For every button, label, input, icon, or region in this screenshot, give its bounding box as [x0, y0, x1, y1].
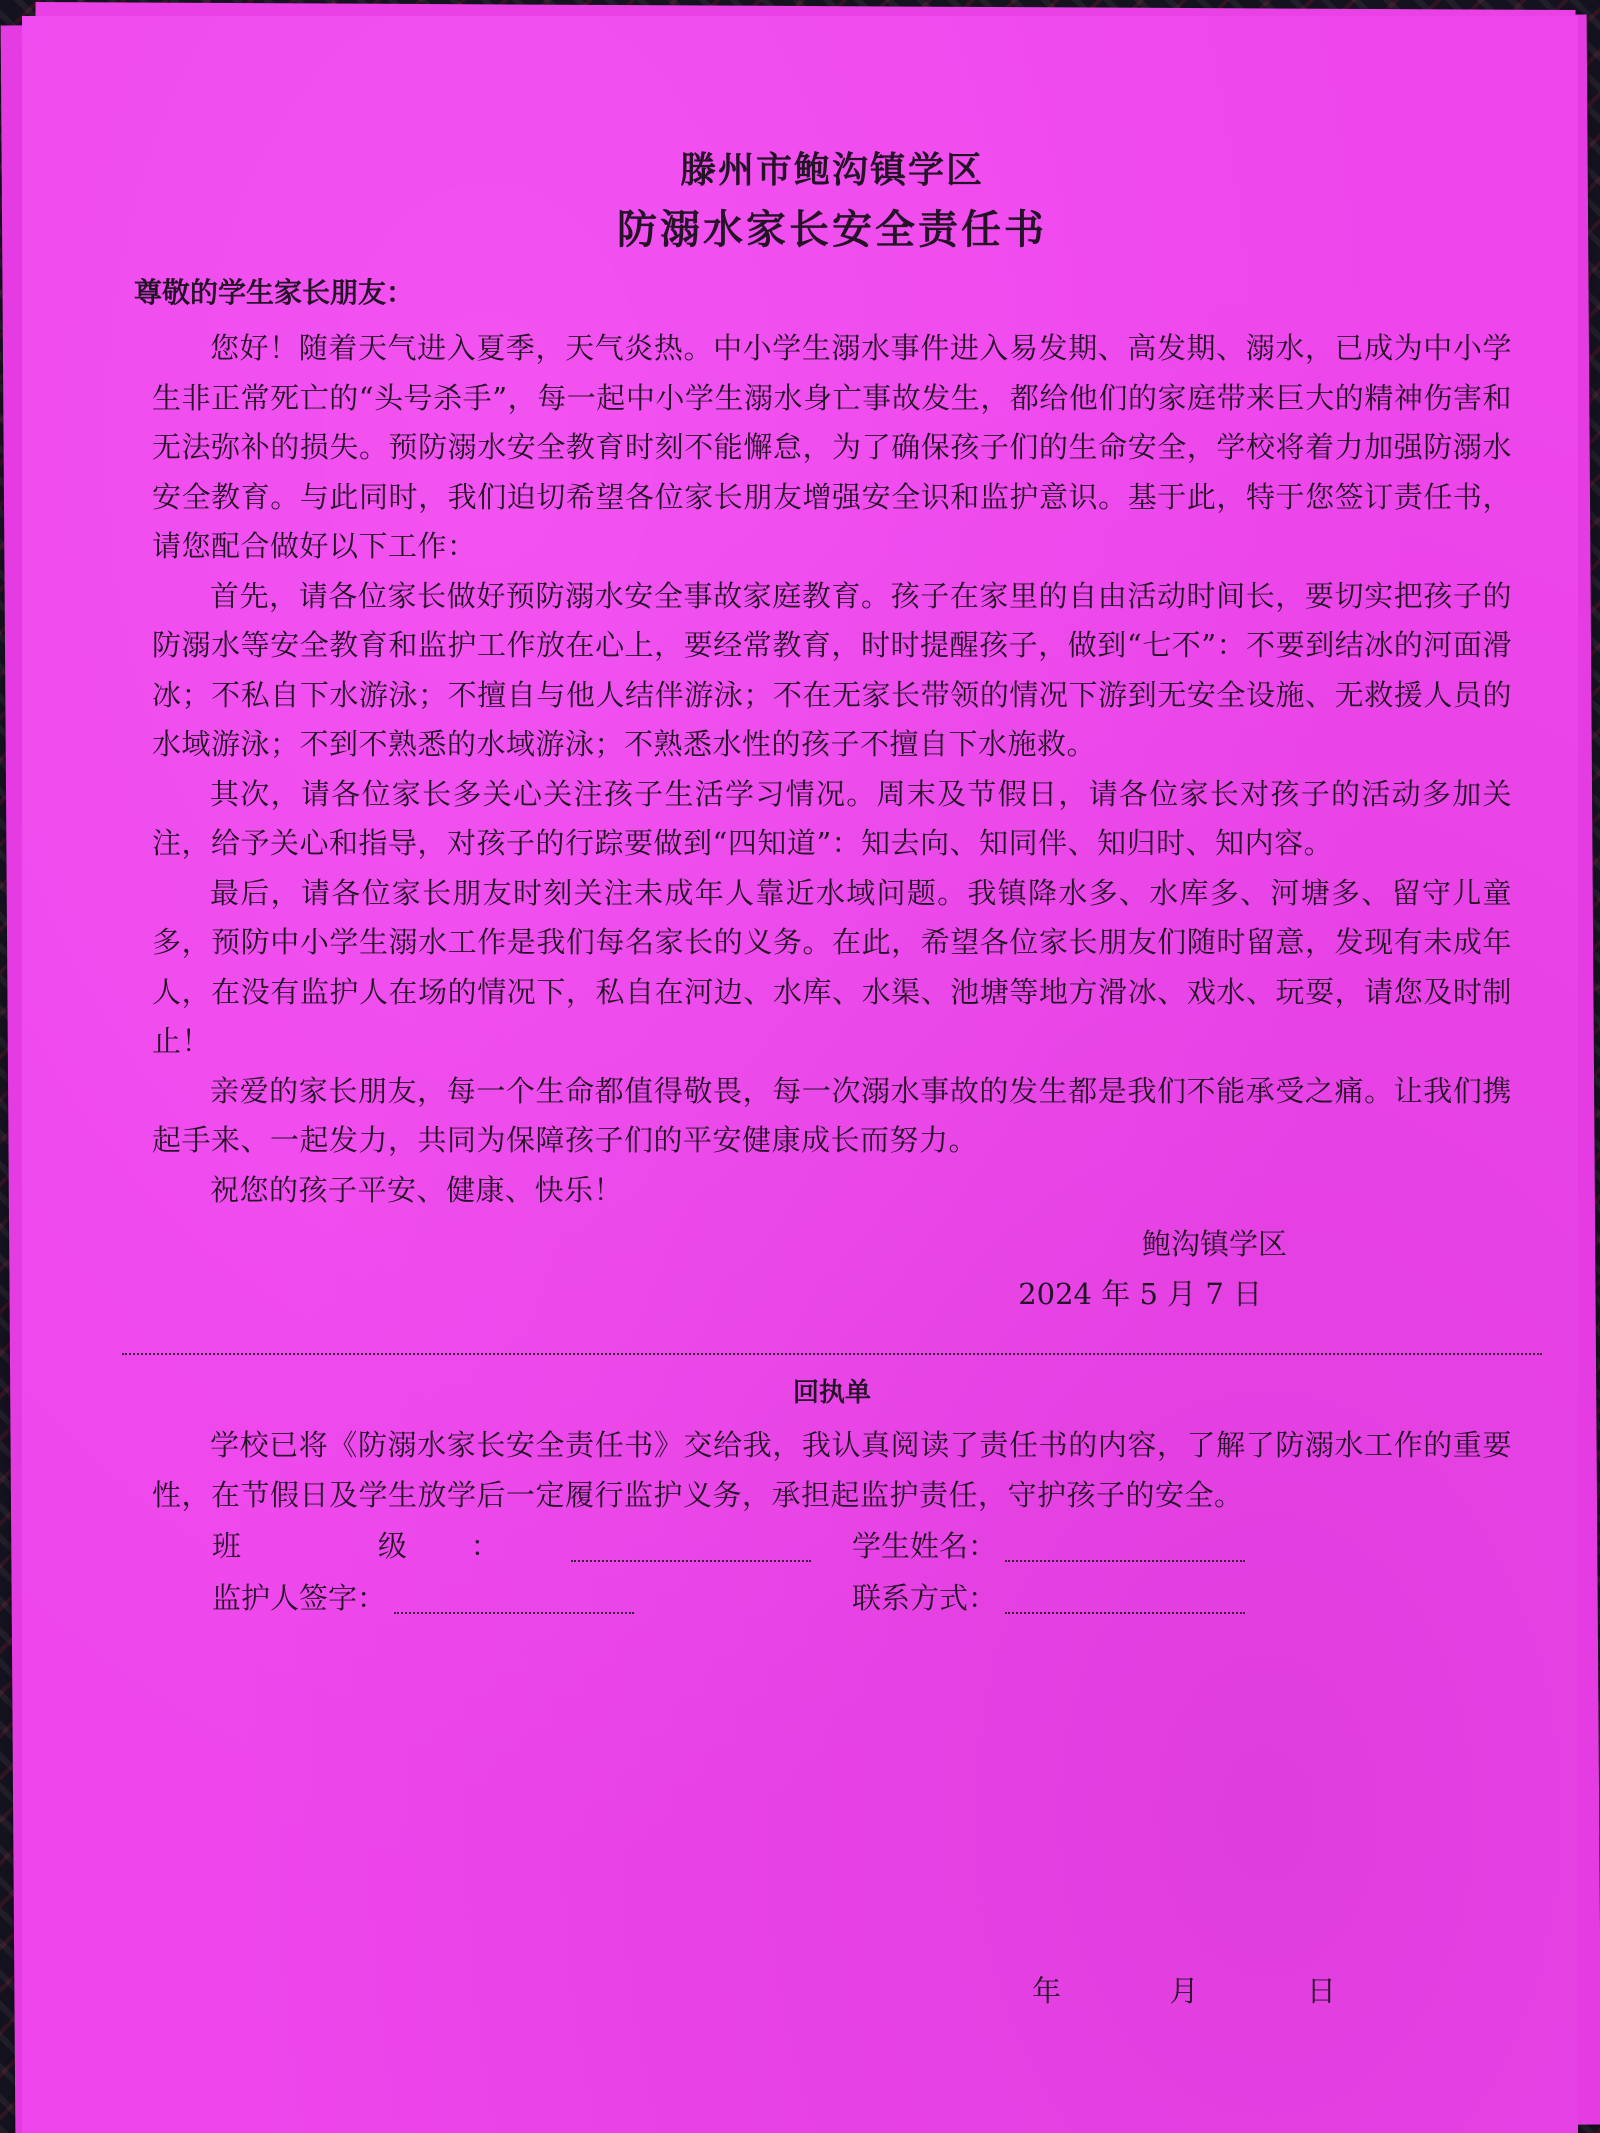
contact-input-line[interactable]: [1005, 1582, 1245, 1614]
document-sheet: [22, 16, 1578, 2133]
class-field: [212, 1520, 811, 1572]
paragraph-intro: 您好！随着天气进入夏季，天气炎热。中小学生溺水事件进入易发期、高发期、溺水，已成为中小学生非正常死亡的“头号杀手”，每一起中小学生溺水身亡事故发生，都给他们的家庭带来巨大的精神伤害和无法弥补的损失。预防溺水安全教育时刻不能懈怠，为了确保孩子们的生命安全，学校将着力加强防溺水安全教育。与此同时，我们迫切希望各位家长朋友增强安全识和监护意识。基于此，特于您签订责任书，请您配合做好以下工作：: [152, 331, 1512, 563]
paragraph-last: 最后，请各位家长朋友时刻关注未成年人靠近水域问题。我镇降水多、水库多、河塘多、留守儿童多，预防中小学生溺水工作是我们每名家长的义务。在此，希望各位家长朋友们随时留意，发现有未成年人，在没有监护人在场的情况下，私自在河边、水库、水渠、池塘等地方滑冰、戏水、玩耍，请您及时制止！: [152, 875, 1512, 1058]
receipt-date-year: 年: [1032, 1974, 1062, 2008]
receipt-date-row: [1032, 1971, 1336, 2011]
student-name-input-line[interactable]: [1005, 1530, 1245, 1562]
signature-block: [152, 1219, 1512, 1319]
form-row-1: [152, 1520, 1512, 1572]
paragraph-second: 其次，请各位家长多关心关注孩子生活学习情况。周末及节假日，请各位家长对孩子的活动多加关注，给予关心和指导，对孩子的行踪要做到“四知道”：知去向、知同伴、知归时、知内容。: [152, 776, 1512, 860]
document-content: [134, 146, 1512, 1624]
salutation: 尊敬的学生家长朋友：: [134, 276, 415, 309]
guardian-sign-input-line[interactable]: [394, 1582, 634, 1614]
receipt-body: 学校已将《防溺水家长安全责任书》交给我，我认真阅读了责任书的内容，了解了防溺水工作的重要性，在节假日及学生放学后一定履行监护义务，承担起监护责任，守护孩子的安全。: [152, 1428, 1512, 1512]
contact-label: 联系方式：: [852, 1581, 998, 1615]
student-name-label: 学生姓名：: [852, 1529, 998, 1563]
student-name-field: [852, 1520, 1245, 1572]
class-label: 班 级：: [212, 1529, 564, 1563]
tear-off-divider: [122, 1353, 1542, 1355]
class-input-line[interactable]: [571, 1530, 811, 1562]
document-title: 防溺水家长安全责任书: [617, 206, 1047, 253]
signature-date: 2024 年 5 月 7 日: [1018, 1277, 1262, 1311]
contact-field: [852, 1572, 1245, 1624]
paragraph-closing: 亲爱的家长朋友，每一个生命都值得敬畏，每一次溺水事故的发生都是我们不能承受之痛。让我们携起手来、一起发力，共同为保障孩子们的平安健康成长而努力。: [152, 1073, 1512, 1157]
paragraph-first: 首先，请各位家长做好预防溺水安全事故家庭教育。孩子在家里的自由活动时间长，要切实把孩子的防溺水等安全教育和监护工作放在心上，要经常教育，时时提醒孩子，做到“七不”：不要到结冰的河面滑冰；不私自下水游泳；不擅自与他人结伴游泳；不在无家长带领的情况下游到无安全设施、无救援人员的水域游泳；不到不熟悉的水域游泳；不熟悉水性的孩子不擅自下水施救。: [152, 578, 1512, 761]
receipt-date-month: 月: [1169, 1974, 1199, 2008]
receipt-date-day: 日: [1306, 1974, 1336, 2008]
signature-org: 鲍沟镇学区: [1141, 1227, 1287, 1261]
receipt-title: 回执单: [792, 1378, 871, 1408]
guardian-sign-field: [212, 1572, 634, 1624]
guardian-sign-label: 监护人签字：: [212, 1581, 387, 1615]
form-row-2: [152, 1572, 1512, 1624]
paragraph-wishes: 祝您的孩子平安、健康、快乐！: [210, 1172, 624, 1207]
document-org-header: 滕州市鲍沟镇学区: [679, 149, 984, 191]
